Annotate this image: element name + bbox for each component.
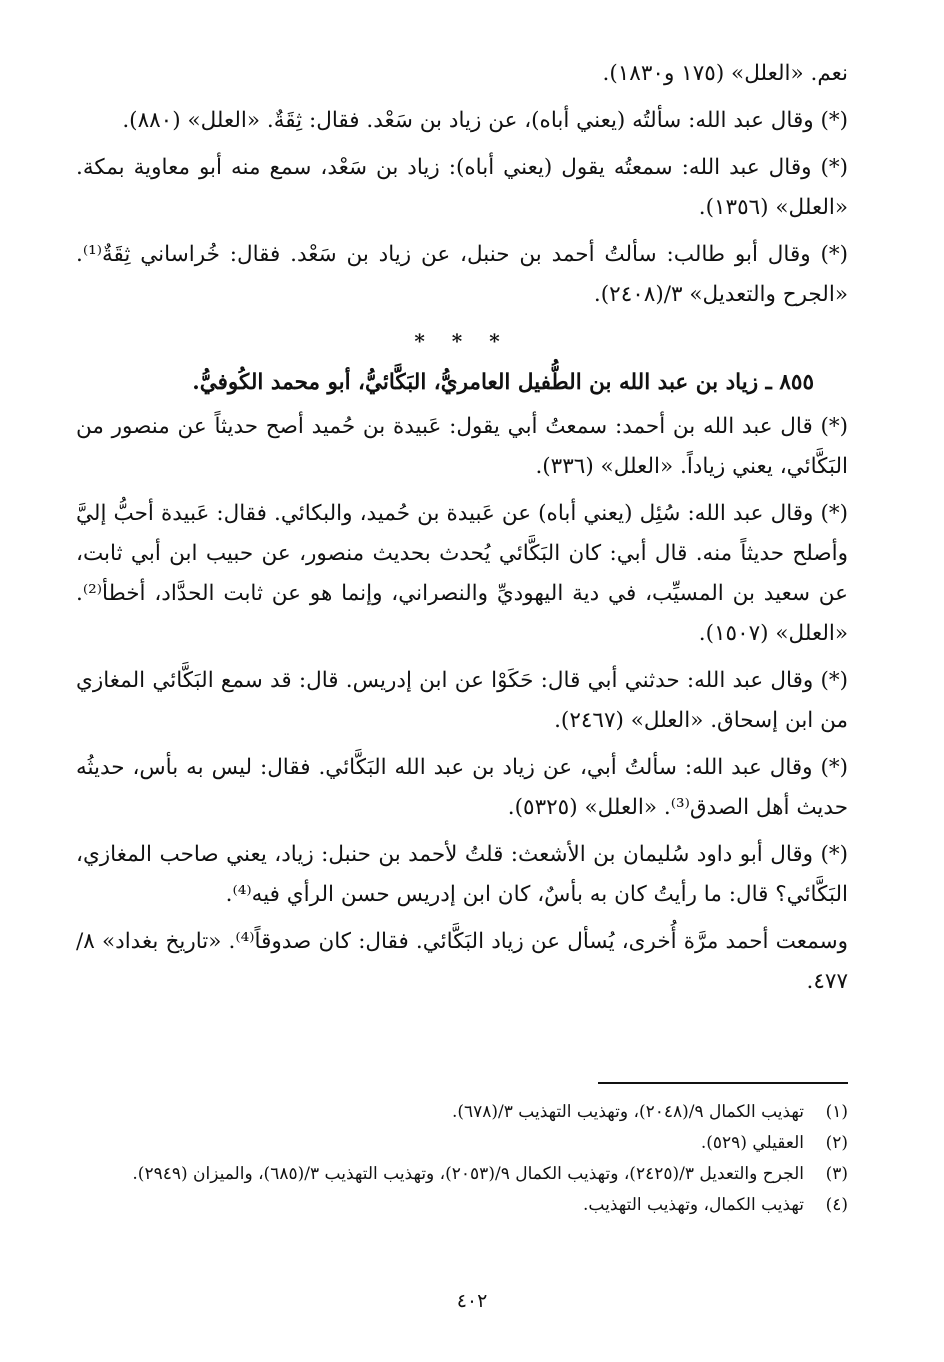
footnote (76, 1160, 848, 1188)
paragraph-quote: (*) وقال أبو طالب: سألتُ أحمد بن حنبل، عن زياد بن سَعْد. فقال: خُراساني ثِقَةٌ⁽¹⁾. «الجرح والتعديل» ٣/(٢٤٠٨). (76, 242, 848, 307)
section-separator: * * * (414, 329, 510, 353)
paragraph-quote: (*) وقال أبو داود سُليمان بن الأشعث: قلتُ لأحمد بن حنبل: زياد، يعني صاحب المغازي، البَكَّائي؟ قال: ما رأيتُ كان به بأسٌ، كان ابن إدريس حسن الرأي فيه⁽⁴⁾. (76, 842, 848, 907)
paragraph-quote: (*) وقال عبد الله: سألتُ أبي، عن زياد بن عبد الله البَكَّائي. فقال: ليس به بأس، حديثُه حديث أهل الصدق⁽³⁾. «العلل» (٥٣٢٥). (76, 755, 848, 820)
paragraph-continuation: نعم. «العلل» (١٧٥ و١٨٣٠). (602, 61, 848, 86)
footnote-number: (٣) (825, 1164, 848, 1184)
paragraph-quote: (*) وقال عبد الله: سمعتُه يقول (يعني أباه): زياد بن سَعْد، سمع منه أبو معاوية بمكة. «العلل» (١٣٥٦). (76, 155, 848, 220)
footnote (76, 1129, 848, 1157)
footnotes (76, 1098, 848, 1222)
footnote-text: تهذيب الكمال ٩/(٢٠٤٨)، وتهذيب التهذيب ٣/(٦٧٨). (451, 1102, 804, 1122)
paragraph-quote: (*) قال عبد الله بن أحمد: سمعتُ أبي يقول: عَبيدة بن حُميد أصح حديثاً عن منصور من البَكَّائي، يعني زياداً. «العلل» (٣٣٦). (76, 414, 848, 479)
paragraph-quote: (*) وقال عبد الله: حدثني أبي قال: حَكَوْا عن ابن إدريس. قال: قد سمع البَكَّائي المغازي من ابن إسحاق. «العلل» (٢٤٦٧). (76, 668, 848, 733)
footnote-number: (٢) (825, 1133, 848, 1153)
page-number: ٤٠٢ (456, 1290, 488, 1312)
footnote-number: (٤) (825, 1195, 848, 1215)
paragraph-quote: (*) وقال عبد الله: سُئِل (يعني أباه) عن عَبيدة بن حُميد، والبكائي. فقال: عَبيدة أحبُّ إليَّ وأصلح حديثاً منه. قال أبي: كان البَكَّائي يُحدث بحديث منصور، عن حبيب ابن أبي ثابت، عن سعيد بن المسيِّب، في دية اليهوديِّ والنصراني، وإنما هو عن ثابت الحدَّاد، أخطأ⁽²⁾. «العلل» (١٥٠٧). (76, 501, 848, 646)
page-body (76, 54, 848, 1009)
footnote-text: تهذيب الكمال، وتهذيب التهذيب. (582, 1195, 804, 1215)
footnote-rule (598, 1082, 848, 1084)
footnote-text: العقيلي (٥٢٩). (700, 1133, 804, 1153)
footnote (76, 1191, 848, 1219)
footnote-text: الجرح والتعديل ٣/(٢٤٢٥)، وتهذيب الكمال ٩/(٢٠٥٣)، وتهذيب التهذيب ٣/(٦٨٥)، والميزان (٢٩٤٩). (132, 1164, 804, 1184)
paragraph-quote: وسمعت أحمد مرَّة أُخرى، يُسأل عن زياد البَكَّائي. فقال: كان صدوقاً⁽⁴⁾. «تاريخ بغداد» ٨/ ٤٧٧. (76, 929, 848, 994)
paragraph-quote: (*) وقال عبد الله: سألتُه (يعني أباه)، عن زياد بن سَعْد. فقال: ثِقَةٌ. «العلل» (٨٨٠). (122, 108, 848, 133)
entry-title: ٨٥٥ ـ زياد بن عبد الله بن الطُّفيل العامريُّ، البَكَّائيُّ، أبو محمد الكُوفيُّ. (192, 370, 814, 395)
footnote-number: (١) (825, 1102, 848, 1122)
footnote (76, 1098, 848, 1126)
